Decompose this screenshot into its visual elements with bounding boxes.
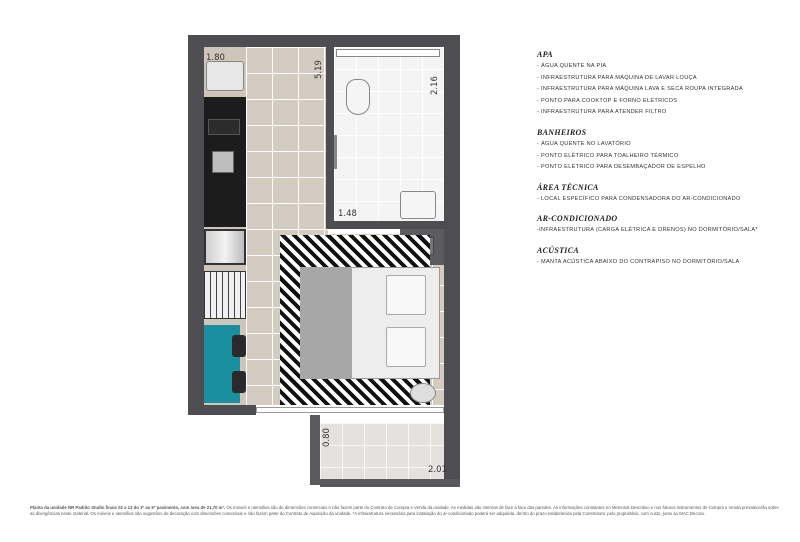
dim-living: 5.19 [314, 60, 324, 79]
outer-wall-left [188, 35, 204, 415]
legend-item: - INFRAESTRUTURA PARA MÁQUINA LAVA E SECA ROUPA INTEGRADA [537, 86, 743, 93]
pillow-2 [386, 327, 426, 367]
dim-kitchen: 1.80 [206, 53, 225, 63]
outer-wall-right [444, 35, 460, 453]
bed-blanket [300, 267, 352, 379]
window [256, 407, 444, 413]
legend-item: - ÁGUA QUENTE NA PIA [537, 63, 607, 69]
chair-2 [232, 371, 246, 393]
legend-title-area-tecnica: ÁREA TÉCNICA [537, 182, 599, 192]
legend-title-apa: APA [537, 50, 553, 59]
balcony-wall-right [444, 415, 460, 487]
bathroom-wall-bottom [326, 221, 444, 229]
pillow-1 [386, 275, 426, 315]
footnote-body: Os móveis e utensílios são de dimensões comerciais e não fazem parte do Contrato de Compra e Venda da unidade. As medidas são internas de face a face das paredes. As informações constantes no Memorial Descritivo e nos futuros instrumentos de Compra e Venda prevalecerão sobre as divergências neste material. Os móveis e utensílios são sugestões de decoração com dimensões comerciais e não fazem parte do Contrato de Aquisição da unidade. *A infraestrutura necessária para instalação do ar-condicionado poderá ser adquirida, dentro do prazo estabelecido pela Construtora, pelo proprietário, com custo, junto ao MAC Decora. [30, 505, 779, 517]
legend-title-ar-condicionado: AR-CONDICIONADO [537, 214, 618, 224]
side-table [410, 383, 436, 403]
footnote [30, 505, 780, 518]
cooktop [208, 119, 240, 135]
balcony-wall-left [310, 415, 320, 485]
wardrobe [204, 271, 246, 319]
chair-1 [232, 335, 246, 357]
legend-item: - MANTA ACÚSTICA ABAIXO DO CONTRAPISO NO DORMITÓRIO/SALA [537, 258, 740, 265]
dim-bath-bottom: 1.48 [338, 209, 357, 219]
legend-item: - LOCAL ESPECÍFICO PARA CONDENSADORA DO AR-CONDICIONADO [537, 195, 741, 202]
washing-machine [206, 61, 244, 91]
legend-title-banheiros: BANHEIROS [537, 127, 587, 137]
dim-balcony: 2.01 [428, 465, 447, 475]
outer-wall-top [188, 35, 460, 47]
dim-balcony-side: 0.80 [322, 428, 332, 447]
sink [400, 191, 436, 219]
legend-item: - PONTO PARA COOKTOP E FORNO ELÉTRICOS [537, 97, 678, 104]
footnote-lead: Planta da unidade NR Padrão Studio finais 02 a 13 do 3º ao 9º pavimento, com área de 21,70 m². [30, 505, 226, 510]
balcony-floor [320, 423, 444, 481]
legend-item: - PONTO ELÉTRICO PARA DESEMBAÇADOR DE ESPELHO [537, 164, 706, 171]
legend-title-acustica: ACÚSTICA [537, 245, 579, 255]
shower-bar [336, 49, 440, 57]
legend-item: -INFRAESTRUTURA (CARGA ELÉTRICA E DRENOS) NO DORMITÓRIO/SALA* [537, 227, 758, 234]
legend-item: - INFRAESTRUTURA PARA ATENDER FILTRO [537, 109, 667, 116]
dim-bath-top: 2.16 [430, 76, 440, 95]
balcony-wall-bottom [320, 479, 460, 487]
refrigerator [204, 229, 246, 265]
bathroom-wall-left [326, 47, 334, 225]
shower-glass [334, 135, 337, 169]
toilet [346, 79, 370, 115]
legend-item: - INFRAESTRUTURA PARA MÁQUINA DE LAVAR LOUÇA [537, 74, 697, 81]
legend-item: - PONTO ELÉTRICO PARA TOALHEIRO TÉRMICO [537, 152, 679, 159]
outer-wall-bottom [188, 405, 256, 415]
legend [537, 50, 797, 269]
legend-item: - ÁGUA QUENTE NO LAVATÓRIO [537, 140, 631, 147]
kitchen-sink [212, 151, 234, 173]
floor-plan [188, 35, 460, 487]
